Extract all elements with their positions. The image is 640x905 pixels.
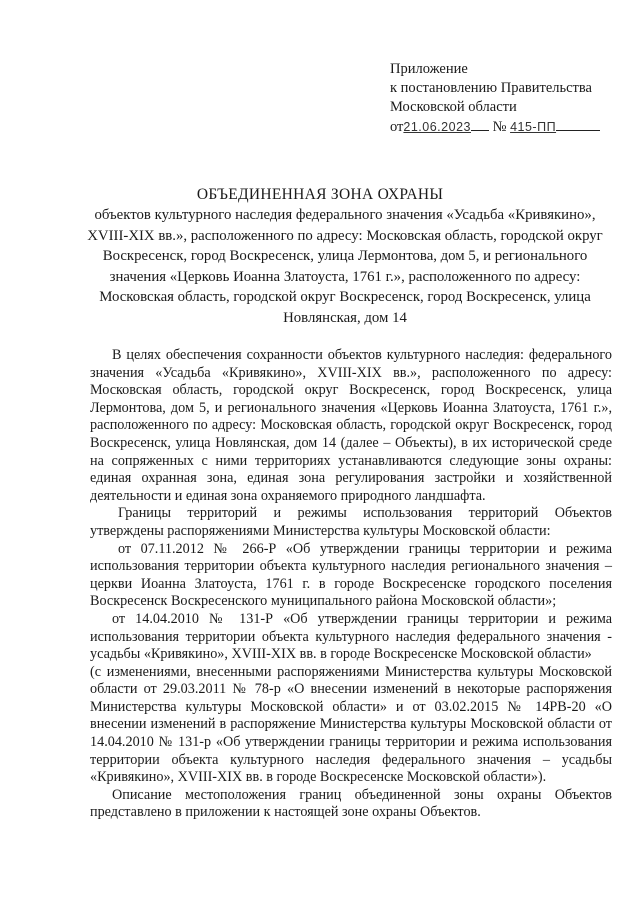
document-title: ОБЪЕДИНЕННАЯ ЗОНА ОХРАНЫ — [196, 186, 444, 203]
number-prefix: № — [492, 119, 507, 135]
decree-reference: к постановлению Правительства — [390, 80, 592, 96]
paragraph-boundaries: Границы территорий и режимы использования территорий Объектов утверждены распоряжениями Министерства культуры Московской области: — [90, 505, 612, 539]
paragraph-order-266: от 07.11.2012 № 266-Р «Об утверждении границы территории и режима использования территории объекта культурного наследия регионального значения – церкви Иоанна Златоуста, 1761 г. в городе Воскресенске городского поселения Воскресенск Воскресенского муниципального района Московской области»; — [90, 540, 612, 610]
document-body — [90, 347, 612, 822]
document-subtitle: объектов культурного наследия федерального значения «Усадьба «Кривякино», XVIII-XIX вв.», расположенного по адресу: Московская область, городской округ Воскресенск, город Воскресенск, улица Лермонтова, дом 5, и регионального значения «Церковь Иоанна Златоуста, 1761 г.», расположенного по адресу: Московская область, городской округ Воскресенск, город Воскресенск, улица Новлянская, дом 14 — [87, 207, 603, 326]
appendix-header — [390, 60, 600, 137]
decree-number: 415-ПП — [510, 120, 557, 134]
appendix-label: Приложение — [390, 61, 468, 77]
paragraph-order-131: от 14.04.2010 № 131-Р «Об утверждении границы территории и режима использования территории объекта культурного наследия федерального значения - усадьбы «Кривякино», XVIII-XIX вв. в городе Воскресенске Московской области» — [90, 610, 612, 663]
paragraph-amendments: (с изменениями, внесенными распоряжениями Министерства культуры Московской области от 29.03.2011 № 78-р «О внесении изменений в некоторые распоряжения Министерства культуры Московской области» и от 03.02.2015 № 14РВ-20 «О внесении изменений в распоряжение Министерства культуры Московской области от 14.04.2010 № 131-р «Об утверждении границы территории и режима использования территории объекта культурного наследия федерального значения – усадьбы «Кривякино», XVIII-XIX вв. в городе Воскресенске Московской области»). — [90, 663, 612, 786]
decree-date-number — [390, 117, 600, 137]
government-name: Московской области — [390, 99, 517, 115]
underline-gap — [471, 117, 489, 131]
underline-gap — [556, 117, 600, 131]
decree-date: 21.06.2023 — [403, 120, 471, 134]
paragraph-description: Описание местоположения границ объединенной зоны охраны Объектов представлено в приложении к настоящей зоне охраны Объектов. — [90, 786, 612, 821]
date-prefix: от — [390, 119, 404, 135]
paragraph-purpose: В целях обеспечения сохранности объектов культурного наследия: федерального значения «Усадьба «Кривякино», XVIII-XIX вв.», расположенного по адресу: Московская область, городской округ Воскресенск, город Воскресенск, улица Лермонтова, дом 5, и регионального значения «Церковь Иоанна Златоуста, 1761 г.», расположенного по адресу: Московская область, городской округ Воскресенск, город Воскресенск, улица Новлянская, дом 14 (далее – Объекты), в их исторической среде на сопряженных с ними территориях устанавливаются следующие зоны охраны: единая охранная зона, единая зона регулирования застройки и хозяйственной деятельности и единая зона охраняемого природного ландшафта. — [90, 347, 612, 504]
